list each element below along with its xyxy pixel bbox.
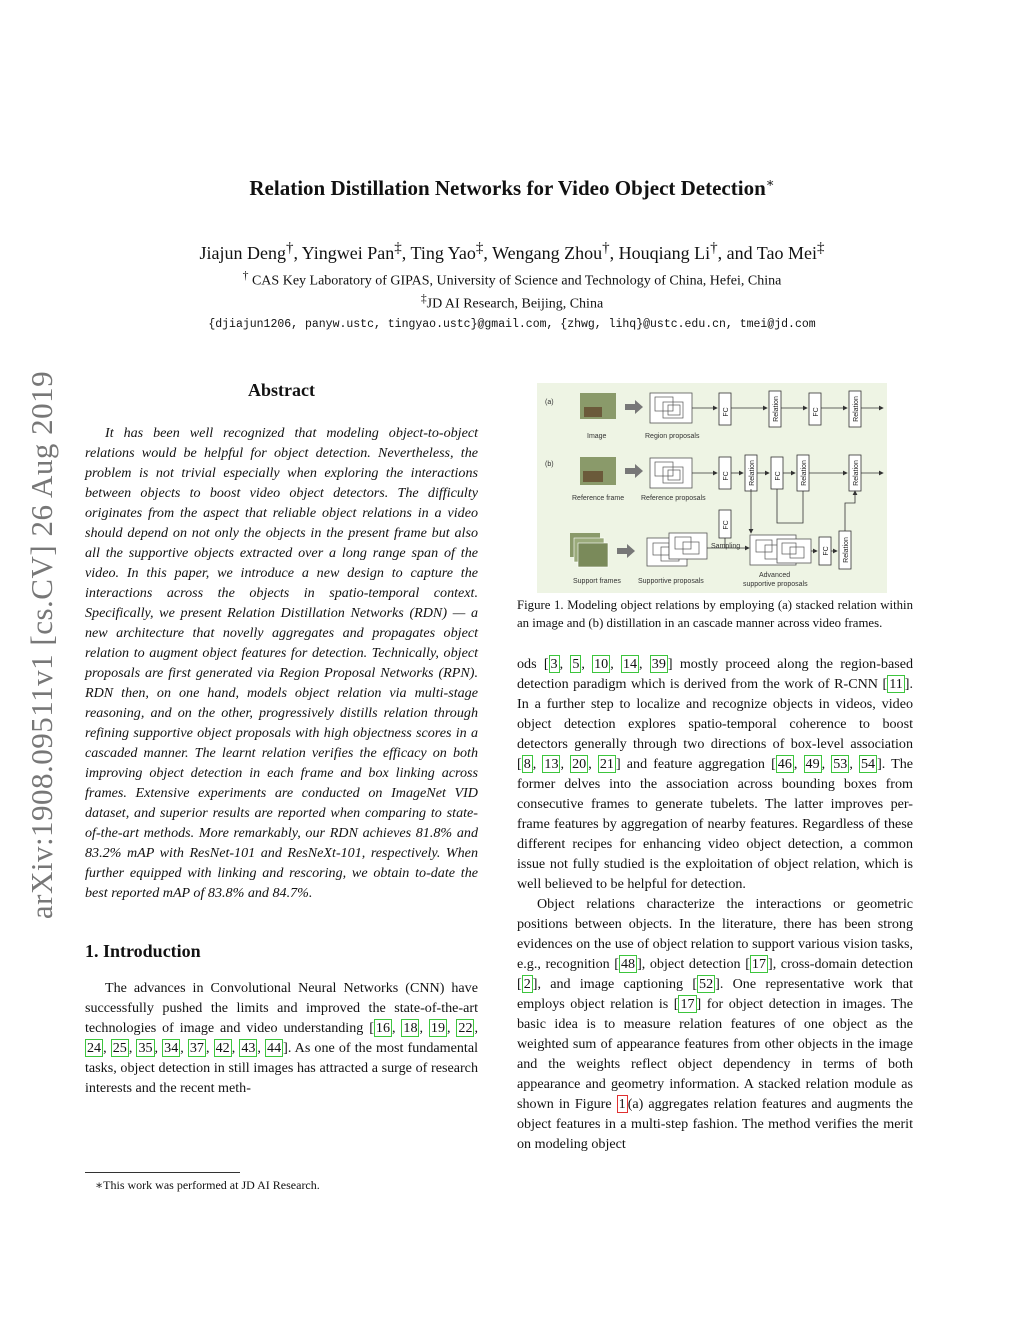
svg-text:FC: FC bbox=[813, 407, 820, 417]
svg-text:Relation: Relation bbox=[853, 460, 860, 486]
citation[interactable]: 37 bbox=[189, 1040, 204, 1056]
paper-title: Relation Distillation Networks for Video Object Detection∗ bbox=[249, 175, 775, 200]
citation-group[interactable]: 8 , 13 , 20 , 21 bbox=[523, 756, 614, 772]
svg-text:FC: FC bbox=[723, 471, 730, 481]
label-a: (a) bbox=[545, 399, 554, 406]
citation[interactable]: 24 bbox=[87, 1040, 102, 1056]
citation[interactable]: 19 bbox=[430, 1020, 445, 1036]
affiliation-1: † CAS Key Laboratory of GIPAS, University of Science and Technology of China, Hefei, China bbox=[242, 269, 782, 289]
citation[interactable]: 16 bbox=[375, 1020, 390, 1036]
svg-text:FC: FC bbox=[723, 407, 730, 417]
author-emails: {djiajun1206, panyw.ustc, tingyao.ustc}@gmail.com, {zhwg, lihq}@ustc.edu.cn, tmei@jd.com bbox=[208, 318, 816, 331]
citation-group[interactable]: 16 , 18 , 19 , 22 , 24 , 25 , 35 , 34 , 37 , 42 , 43 , 44 bbox=[87, 1020, 479, 1056]
citation[interactable]: 34 bbox=[164, 1040, 179, 1056]
svg-text:FC: FC bbox=[775, 471, 782, 481]
svg-text:Relation: Relation bbox=[801, 460, 808, 486]
citation[interactable]: 8 bbox=[523, 756, 531, 772]
citation[interactable]: 43 bbox=[241, 1040, 256, 1056]
svg-text:Relation: Relation bbox=[749, 460, 756, 486]
citation[interactable]: 49 bbox=[805, 756, 820, 772]
advanced-label-2: supportive proposals bbox=[743, 581, 808, 588]
advanced-label-1: Advanced bbox=[759, 572, 791, 579]
author-list: Jiajun Deng†, Yingwei Pan‡, Ting Yao‡, Wengang Zhou†, Houqiang Li†, and Tao Mei‡ bbox=[199, 240, 825, 263]
citation-group[interactable]: 46 , 49 , 53 , 54 bbox=[777, 756, 876, 772]
paragraph-1: ods [ 3 , 5 , 10 , 14 , 39 ] mostly proceed along the region-based detection paradigm which is derived from the work of R-CNN [ 11 ]. In a further step to localize and recognize objects in videos, video object detection explores spatio-temporal coherence to boost detectors generally through two directions of box-level association [ 8 , 13 , 20 , 21 ] and feature aggregation [ 46 , 49 , 53 , 54 ]. The former delves into the association across bounding boxes from consecutive frames to generate tubelets. The latter improves per-frame features by aggregation of nearby features. Regardless of these different recipes for enhancing video object detection, a common issue not fully studied is the exploitation of object relation, which is well believed to be helpful for detection. bbox=[517, 656, 914, 892]
svg-text:FC: FC bbox=[823, 546, 830, 556]
citation[interactable]: 46 bbox=[777, 756, 792, 772]
citation[interactable]: 14 bbox=[622, 656, 638, 672]
right-column bbox=[517, 654, 913, 1154]
citation[interactable]: 25 bbox=[112, 1040, 127, 1056]
arrow-icon bbox=[625, 464, 643, 478]
citation[interactable]: 48 bbox=[620, 956, 636, 972]
svg-text:FC: FC bbox=[723, 520, 730, 530]
footnote-rule bbox=[85, 1172, 240, 1173]
citation[interactable]: 35 bbox=[138, 1040, 153, 1056]
reference-proposals-label: Reference proposals bbox=[641, 495, 706, 502]
reference-frame-label: Reference frame bbox=[572, 495, 625, 502]
citation[interactable]: 22 bbox=[458, 1020, 473, 1036]
paragraph-2: Object relations characterize the interactions or geometric positions between objects. In the literature, there has been strong evidences on the use of object relation to support various vision tasks, e.g., recognition [ 48 ], object detection [ 17 ], cross-domain detection [ 2 ], and image captioning [ 52 ]. One representative work that employs object relation is [ 17 ] for object detection in images. The basic idea is to measure relation features of one object as the weighted sum of appearance features from other objects in the image and the weights reflect object dependency in terms of both appearance and geometry information. A stacked relation module as shown in Figure 1 (a) aggregates relation features and augments the object features in a multi-step fashion. The method verifies the merit on modeling object bbox=[517, 896, 913, 1152]
reference-proposals-box bbox=[650, 458, 692, 488]
arrow-icon bbox=[617, 544, 635, 558]
citation[interactable]: 20 bbox=[572, 756, 587, 772]
citation[interactable]: 18 bbox=[403, 1020, 418, 1036]
image-label: Image bbox=[587, 433, 607, 440]
label-b: (b) bbox=[545, 461, 554, 468]
arxiv-stamp: arXiv:1908.09511v1 [cs.CV] 26 Aug 2019 bbox=[24, 370, 59, 920]
citation[interactable]: 10 bbox=[594, 656, 609, 672]
citation[interactable]: 13 bbox=[544, 756, 559, 772]
citation[interactable]: 44 bbox=[267, 1040, 282, 1056]
citation[interactable]: 42 bbox=[215, 1040, 230, 1056]
svg-text:Relation: Relation bbox=[853, 396, 860, 422]
citation[interactable]: 5 bbox=[572, 656, 580, 672]
figure-ref[interactable]: 1 bbox=[618, 1096, 626, 1112]
region-proposals-label: Region proposals bbox=[645, 433, 700, 440]
svg-text:Relation: Relation bbox=[773, 396, 780, 422]
citation[interactable]: 2 bbox=[523, 976, 531, 992]
affiliation-2: ‡JD AI Research, Beijing, China bbox=[420, 292, 604, 312]
figure-1 bbox=[537, 383, 887, 593]
abstract-text: It has been well recognized that modeling object-to-object relations would be helpful for object detection. Nevertheless, the problem is not trivial especially when exploring the interactions between objects to boost video object detectors. The difficulty originates from the aspect that reliable object relations in a video should depend on not only the objects in the present frame but also all the supportive objects extracted over a long range span of the video. In this paper, we introduce a new design to capture the interactions across the objects in spatio-temporal context. Specifically, we present Relation Distillation Networks (RDN) — a new architecture that novelly aggregates and propagates object relation to augment object features for detection. Technically, object proposals are first generated via Region Proposal Networks (RPN). RDN then, on one hand, models object relation via multi-stage reasoning, and on the other, progressively distills relation through refining supportive object proposals with high objectness scores in a cascaded manner. The learnt relation verifies the efficacy on both improving object detection in each frame and box linking across frames. Extensive experiments are conducted on ImageNet VID dataset, and superior results are reported when comparing to state-of-the-art methods. More remarkably, our RDN achieves 81.8% and 83.2% mAP with ResNet-101 and ResNeXt-101, respectively. When further equipped with linking and rescoring, we obtain to-date the best reported mAP of 83.8% and 84.7%. bbox=[85, 425, 478, 901]
figure-caption: Figure 1. Modeling object relations by employing (a) stacked relation within an image and (b) distillation in an cascade manner across video frames. bbox=[517, 598, 913, 630]
intro-heading: 1. Introduction bbox=[85, 941, 201, 961]
region-proposals-box bbox=[650, 393, 692, 423]
citation[interactable]: 52 bbox=[699, 976, 714, 992]
svg-text:Relation: Relation bbox=[843, 537, 850, 563]
citation[interactable]: 11 bbox=[889, 676, 903, 692]
arrow-icon bbox=[625, 400, 643, 414]
footnote: ∗This work was performed at JD AI Research. bbox=[95, 1178, 320, 1192]
citation[interactable]: 17 bbox=[680, 996, 695, 1012]
left-column bbox=[85, 380, 478, 1098]
citation[interactable]: 54 bbox=[860, 756, 876, 772]
support-frames-label: Support frames bbox=[573, 578, 621, 585]
supportive-proposals-label: Supportive proposals bbox=[638, 578, 704, 585]
citation[interactable]: 3 bbox=[550, 656, 558, 672]
citation-group[interactable]: 3 , 5 , 10 , 14 , 39 bbox=[550, 656, 666, 672]
citation[interactable]: 21 bbox=[599, 756, 614, 772]
intro-paragraph: The advances in Convolutional Neural Networks (CNN) have successfully pushed the limits and improved the state-of-the-art technologies of image and video understanding [ 16 , 18 , 19 , 22 , 24 , 25 , 35 , 34 , 37 , 42 , 43 , 44 ]. As one of the most fundamental tasks, object detection in still images has attracted a surge of research interests and the recent meth- bbox=[85, 980, 479, 1096]
figure-diagram bbox=[537, 383, 887, 593]
citation[interactable]: 17 bbox=[751, 956, 766, 972]
citation[interactable]: 39 bbox=[651, 656, 666, 672]
citation[interactable]: 53 bbox=[833, 756, 848, 772]
abstract-heading: Abstract bbox=[248, 380, 315, 400]
sampling-label: Sampling bbox=[711, 543, 741, 550]
